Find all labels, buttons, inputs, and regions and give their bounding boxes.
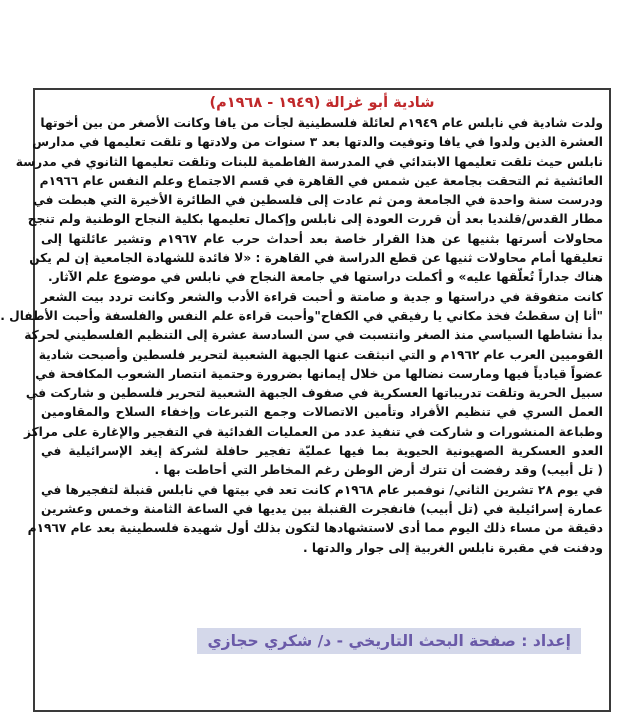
body-line: بدأ نشاطها السياسي منذ الصغر وانتسبت في سن السادسة عشرة إلى التنظيم الفلسطيني لحركة [24, 328, 603, 343]
body-line: ودرست سنة واحدة في الجامعة ومن ثم عادت إلى فلسطين في الطائرة الأخيرة التي هبطت في [33, 193, 603, 208]
body-line: العدو العسكرية الصهيونية الحيوية بما فيها عمليّة تفجير حافلة لشركة إيغد الإسرائيلية في [41, 444, 603, 459]
body-line: في يوم ٢٨ تشرين الثاني/ نوفمبر عام ١٩٦٨م كانت تعد في بيتها في نابلس قنبلة لتفجيرها في [41, 482, 603, 497]
article-frame [0, 88, 611, 712]
body-line: تعليقها أمام محاولات ثنيها عن قطع الدراسة في القاهرة : «لا فائدة للشهادة الجامعية إن لم يكن [29, 251, 603, 266]
body-line: ودفنت في مقبرة نابلس الغربية إلى جوار والدتها . [303, 540, 603, 555]
body-line: دقيقة من مساء ذلك اليوم مما أدى لاستشهادها لتكون بذلك أول شهيدة فلسطينية بعد عام ١٩٦٧م [27, 521, 603, 536]
body-line: العمل السري في تنظيم الأفراد وتأمين الاتصالات وجمع التبرعات وإخفاء السلاح والمقاومين [41, 405, 603, 420]
article-title: شادية أبو غزالة (١٩٤٩ - ١٩٦٨م) [209, 95, 435, 111]
body-line: هناك جداراً تُعلّقها عليه» و أكملت دراستها في جامعة النجاح في نابلس في موضوع علم الآثار. [47, 270, 603, 285]
body-line: عضواً قيادياً فيها ومارست نضالها من خلال إيمانها بضرورة وحتمية انتصار الشعوب المكافحة في [35, 366, 603, 381]
body-line: العشرة الذين ولدوا في يافا وتوفيت والدتها بعد ٣ سنوات من ولادتها و تلقت تعليمها في مدارس [32, 135, 603, 150]
body-line: نابلس حيث تلقت تعليمها الابتدائي في المدرسة الفاطمية للبنات وتلقت تعليمها الثانوي في مدرسة [15, 154, 603, 169]
article-body [0, 114, 604, 558]
body-line: كانت متفوقة في دراستها و جدية و صامتة و أحبت قراءة الأدب والشعر وكانت تردد بيت الشعر [41, 289, 603, 304]
body-line: وطباعة المنشورات و شاركت في تنفيذ عدد من العمليات الفدائية في التفجير والإغارة على مراكز [24, 424, 603, 439]
credit-banner: إعداد : صفحة البحث التاريخي - د/ شكري حجازي [197, 628, 581, 654]
body-line: سبيل الحرية وتلقت تدريباتها العسكرية في صفوف الجبهة الشعبية لتحرير فلسطين و شاركت في [25, 386, 603, 401]
body-line: محاولات أسرتها بثنيها عن هذا القرار خاصة بعد أحداث حرب عام ١٩٦٧م وتشير عائلتها إلى [41, 231, 604, 246]
body-line: مطار القدس/قلنديا بعد أن قررت العودة إلى نابلس وإكمال تعليمها بكلية النجاح الوطنية ولم تنجح [27, 212, 603, 227]
body-line: ( تل أبيب) وقد رفضت أن تترك أرض الوطن رغم المخاطر التي أحاطت بها . [154, 463, 603, 478]
body-line: العائشية ثم التحقت بجامعة عين شمس في القاهرة في قسم الاجتماع وعلم النفس عام ١٩٦٦م [39, 173, 603, 188]
body-line: عمارة إسرائيلية في (تل أبيب) فانفجرت القنبلة بين يديها في الساعة الثامنة وخمس وعشرين [41, 501, 603, 516]
body-line: القوميين العرب عام ١٩٦٢م و التي انبثقت عنها الجبهة الشعبية لتحرير فلسطين وأصبحت شادية [38, 347, 603, 362]
body-line: ولدت شادية في نابلس عام ١٩٤٩م لعائلة فلسطينية لجأت من يافا وكانت الأصغر من بين أخوتها [40, 116, 603, 130]
body-line: "أنا إن سقطتُ فخذ مكاني يا رفيقي في الكفاح"وأحبت قراءة علم النفس والفلسفة وأحبت الأطفال . [0, 308, 603, 323]
